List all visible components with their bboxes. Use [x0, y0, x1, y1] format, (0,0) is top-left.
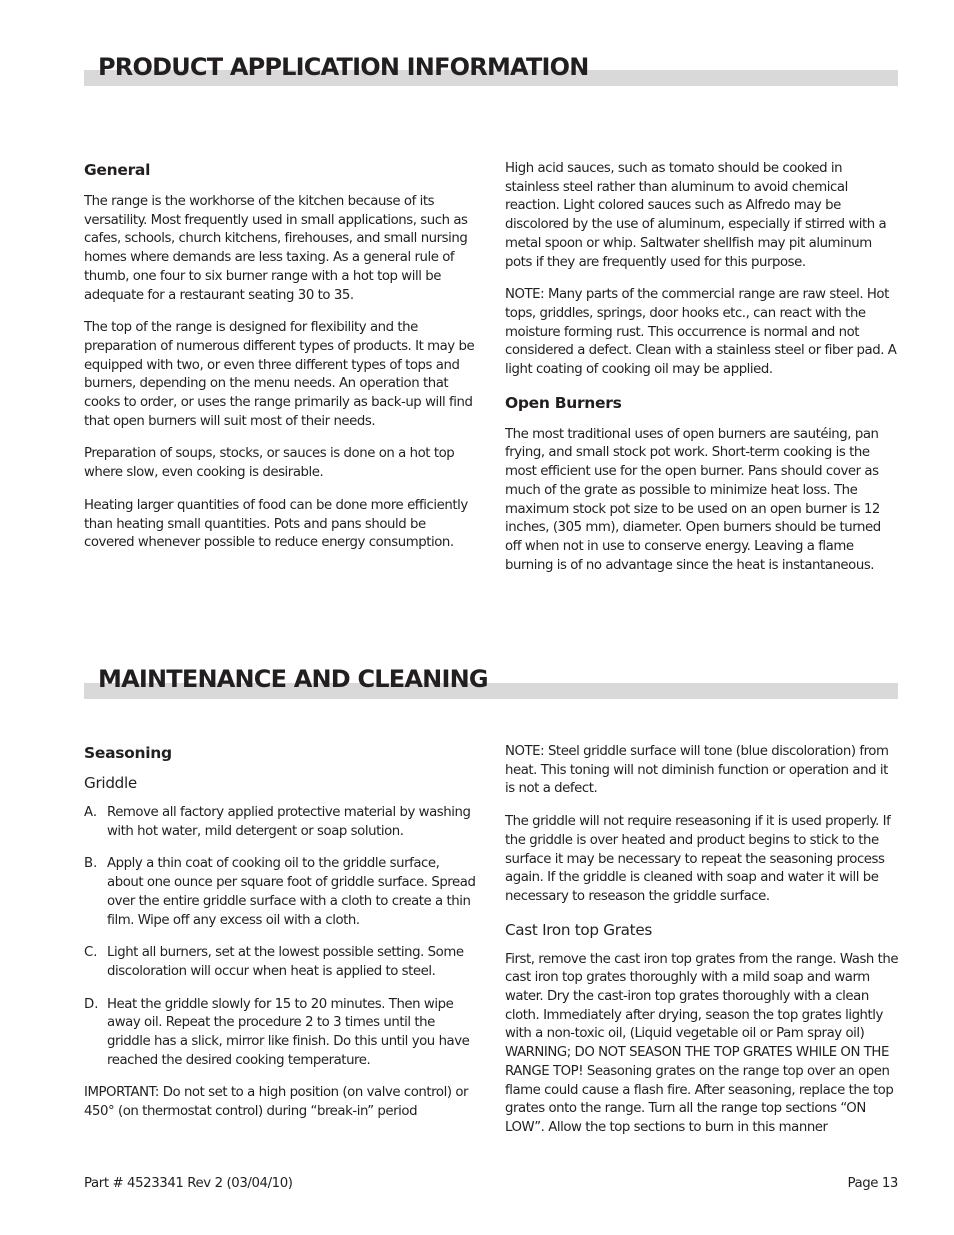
page-number: Page 13 — [847, 1176, 898, 1191]
cast-iron-paragraph: First, remove the cast iron top grates from the range. Wash the cast iron top grates thoroughly with a mild soap and warm water. Dry the cast-iron top grates thoroughly with a clean cloth. Immediately after drying, season the top grates lightly with a non-toxic oil, (Liquid vegetable oil or Pam spray oil) WARNING; DO NOT SEASON THE TOP GRATES WHILE ON THE RANGE TOP! Seasoning grates on the range top over an open flame could cause a flash fire. After seasoning, replace the top grates onto the range. Turn all the range top sections “ON LOW”. Allow the top sections to burn in this manner — [505, 951, 899, 1135]
seasoning-step — [84, 855, 478, 930]
step-text: Apply a thin coat of cooking oil to the griddle surface, about one ounce per square foot of griddle surface. Spread over the entire griddle surface with a cloth to create a thin film. Wipe off any excess oil with a cloth. — [107, 856, 476, 928]
part-number: Part # 4523341 Rev 2 (03/04/10) — [84, 1176, 293, 1191]
section-title-maintenance: MAINTENANCE AND CLEANING — [98, 665, 488, 693]
general-paragraph: Heating larger quantities of food can be done more efficiently than heating small quantities. Pots and pans should be covered whenever possible to reduce energy consumption. — [84, 497, 468, 551]
seasoning-step — [84, 804, 478, 841]
griddle-heading: Griddle — [84, 774, 137, 792]
general-paragraph: The top of the range is designed for flexibility and the preparation of numerous different types of products. It may be equipped with two, or even three different types of tops and burners, depending on the menu needs. An operation that cooks to order, or uses the range primarily as back-up will find that open burners will suit most of their needs. — [84, 320, 475, 429]
step-text: Light all burners, set at the lowest possible setting. Some discoloration will occur when heat is applied to steel. — [107, 945, 464, 979]
step-letter: C. — [84, 945, 98, 961]
seasoning-step — [84, 944, 478, 981]
open-burners-heading: Open Burners — [505, 393, 622, 412]
raw-steel-note: NOTE: Many parts of the commercial range are raw steel. Hot tops, griddles, springs, door hooks etc., can react with the moisture forming rust. This occurrence is normal and not considered a defect. Clean with a stainless steel or fiber pad. A light coating of cooking oil may be applied. — [505, 287, 897, 378]
step-text: Heat the griddle slowly for 15 to 20 minutes. Then wipe away oil. Repeat the procedure 2 to 3 times until the griddle has a slick, mirror like finish. Do this until you have reached the desired cooking temperature. — [107, 996, 470, 1068]
reseasoning-paragraph: The griddle will not require reseasoning if it is used properly. If the griddle is over heated and product begins to stick to the surface it may be necessary to repeat the seasoning process again. If the griddle is cleaned with soap and water it will be necessary to reseason the griddle surface. — [505, 814, 891, 904]
open-burners-paragraph: The most traditional uses of open burners are sautéing, pan frying, and small stock pot work. Short-term cooking is the most efficient use for the open burner. Pans should cover as much of the grate as possible to minimize heat loss. The maximum stock pot size to be used on an open burner is 12 inches, (305 mm), diameter. Open burners should be turned off when not in use to conserve energy. Leaving a flame burning is of no advantage since the heat is instantaneous. — [505, 426, 881, 573]
important-note: IMPORTANT: Do not set to a high position (on valve control) or 450° (on thermostat control) during “break-in” period — [84, 1085, 469, 1120]
cast-iron-heading: Cast Iron top Grates — [505, 920, 652, 939]
general-heading: General — [84, 161, 151, 179]
seasoning-heading: Seasoning — [84, 744, 172, 762]
step-letter: A. — [84, 805, 98, 820]
maintenance-right-column — [505, 743, 899, 1152]
product-info-left-column — [84, 161, 478, 567]
acid-sauces-paragraph: High acid sauces, such as tomato should be cooked in stainless steel rather than aluminum to avoid chemical reaction. Light colored sauces such as Alfredo may be discolored by the use of aluminum, especially if stirred with a metal spoon or whip. Saltwater shellfish may pit aluminum pots if they are frequently used for this purpose. — [505, 161, 887, 270]
step-letter: B. — [84, 856, 98, 872]
step-text: Remove all factory applied protective material by washing with hot water, mild detergent or soap solution. — [107, 805, 471, 839]
general-paragraph: Preparation of soups, stocks, or sauces is done on a hot top where slow, even cooking is desirable. — [84, 446, 455, 481]
general-paragraph: The range is the workhorse of the kitchen because of its versatility. Most frequently used in small applications, such as cafes, schools, church kitchens, firehouses, and small nursing homes where demands are less taxing. As a general rule of thumb, one four to six burner range with a hot top will be adequate for a restaurant seating 30 to 35. — [84, 194, 468, 303]
section-title-product-application: PRODUCT APPLICATION INFORMATION — [98, 53, 589, 81]
product-info-right-column — [505, 160, 899, 589]
toning-note: NOTE: Steel griddle surface will tone (blue discoloration) from heat. This toning will not diminish function or operation and it is not a defect. — [505, 744, 889, 797]
step-letter: D. — [84, 996, 99, 1012]
maintenance-left-column — [84, 744, 478, 1136]
seasoning-step — [84, 996, 478, 1071]
